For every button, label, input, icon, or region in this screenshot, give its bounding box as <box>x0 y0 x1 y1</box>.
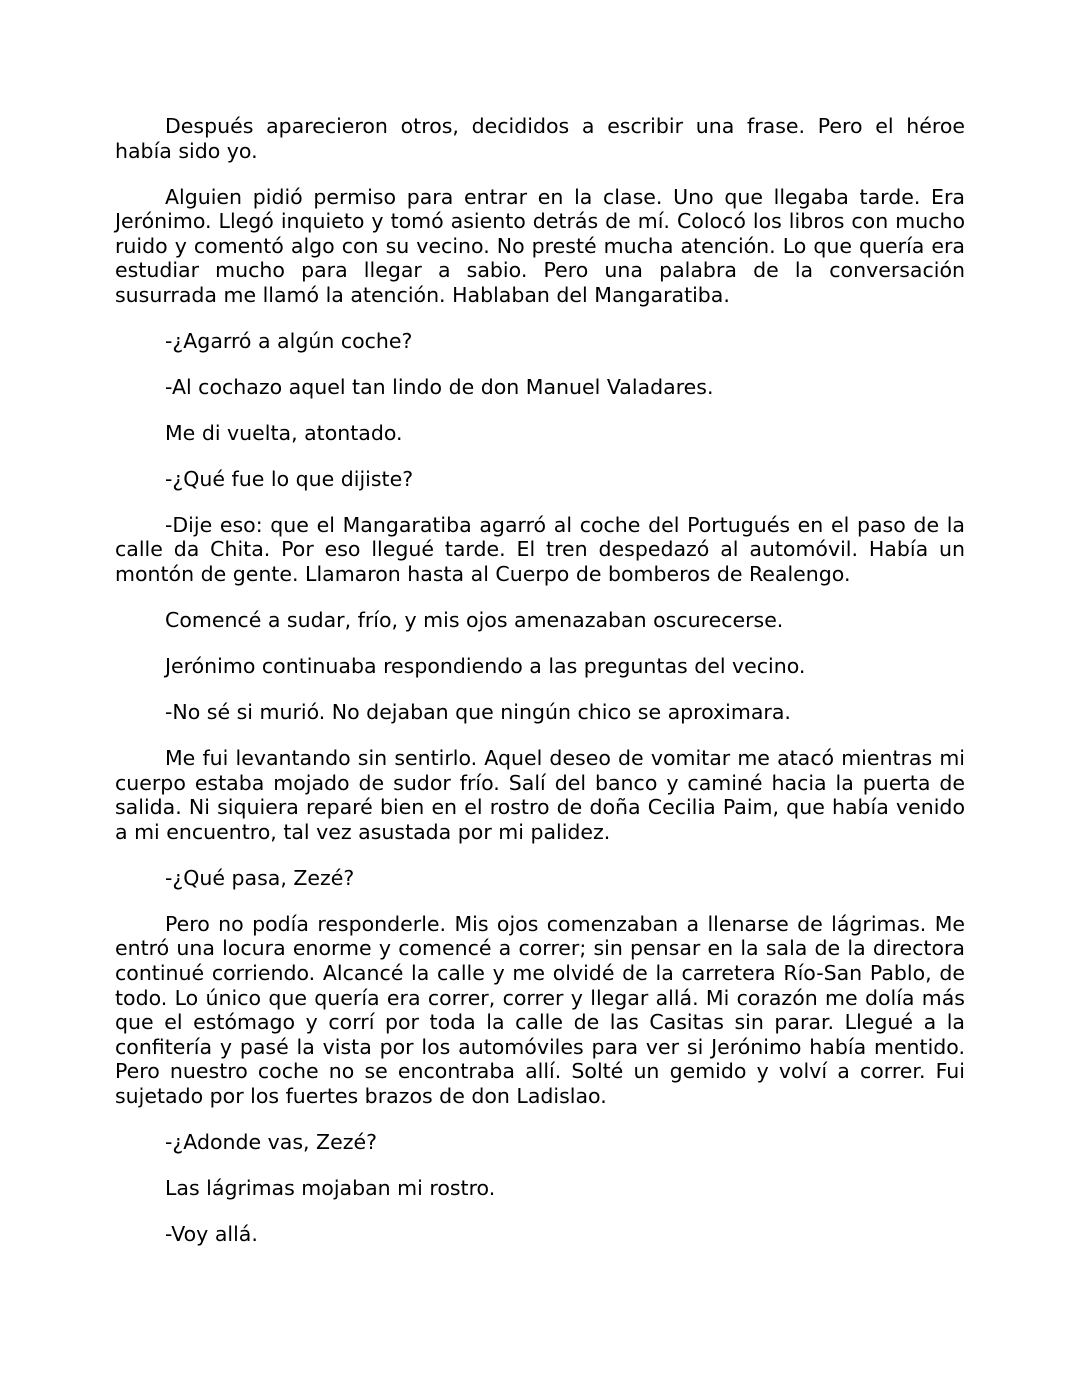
paragraph: Las lágrimas mojaban mi rostro. <box>165 1175 496 1200</box>
paragraph: Me di vuelta, atontado. <box>165 420 403 445</box>
dialogue-line: -¿Qué pasa, Zezé? <box>165 865 355 890</box>
dialogue-line: -Voy allá. <box>165 1221 258 1246</box>
dialogue-line: -Dije eso: que el Mangaratiba agarró al coche del Portugués en el paso de la calle da Chita. Por eso llegué tarde. El tren despedazó al automóvil. Había un montón de gente. Llamaron hasta al Cuerpo de bomberos de Realengo. <box>115 512 965 587</box>
dialogue-line: -¿Agarró a algún coche? <box>165 328 413 353</box>
document-page <box>115 114 965 1268</box>
paragraph: Alguien pidió permiso para entrar en la clase. Uno que llegaba tarde. Era Jerónimo. Llegó inquieto y tomó asiento detrás de mí. Colocó los libros con mucho ruido y comentó algo con su vecino. No presté mucha atención. Lo que quería era estudiar mucho para llegar a sabio. Pero una palabra de la conversación susurrada me llamó la atención. Hablaban del Mangaratiba. <box>115 184 965 307</box>
dialogue-line: -¿Qué fue lo que dijiste? <box>165 466 414 491</box>
dialogue-line: -No sé si murió. No dejaban que ningún chico se aproximara. <box>165 700 791 725</box>
dialogue-line: -¿Adonde vas, Zezé? <box>165 1129 377 1154</box>
paragraph: Comencé a sudar, frío, y mis ojos amenazaban oscurecerse. <box>165 608 784 633</box>
paragraph: Me fui levantando sin sentirlo. Aquel deseo de vomitar me atacó mientras mi cuerpo estaba mojado de sudor frío. Salí del banco y caminé hacia la puerta de salida. Ni siquiera reparé bien en el rostro de doña Cecilia Paim, que había venido a mi encuentro, tal vez asustada por mi palidez. <box>115 746 965 844</box>
paragraph: Pero no podía responderle. Mis ojos comenzaban a llenarse de lágrimas. Me entró una locura enorme y comencé a correr; sin pensar en la sala de la directora continué corriendo. Alcancé la calle y me olvidé de la carretera Río-San Pablo, de todo. Lo único que quería era correr, correr y llegar allá. Mi corazón me dolía más que el estómago y corrí por toda la calle de las Casitas sin parar. Llegué a la confitería y pasé la vista por los automóviles para ver si Jerónimo había mentido. Pero nuestro coche no se encontraba allí. Solté un gemido y volví a correr. Fui sujetado por los fuertes brazos de don Ladislao. <box>115 911 965 1108</box>
paragraph: Jerónimo continuaba respondiendo a las preguntas del vecino. <box>165 654 806 679</box>
dialogue-line: -Al cochazo aquel tan lindo de don Manuel Valadares. <box>165 374 714 399</box>
paragraph: Después aparecieron otros, decididos a escribir una frase. Pero el héroe había sido yo. <box>115 114 965 163</box>
